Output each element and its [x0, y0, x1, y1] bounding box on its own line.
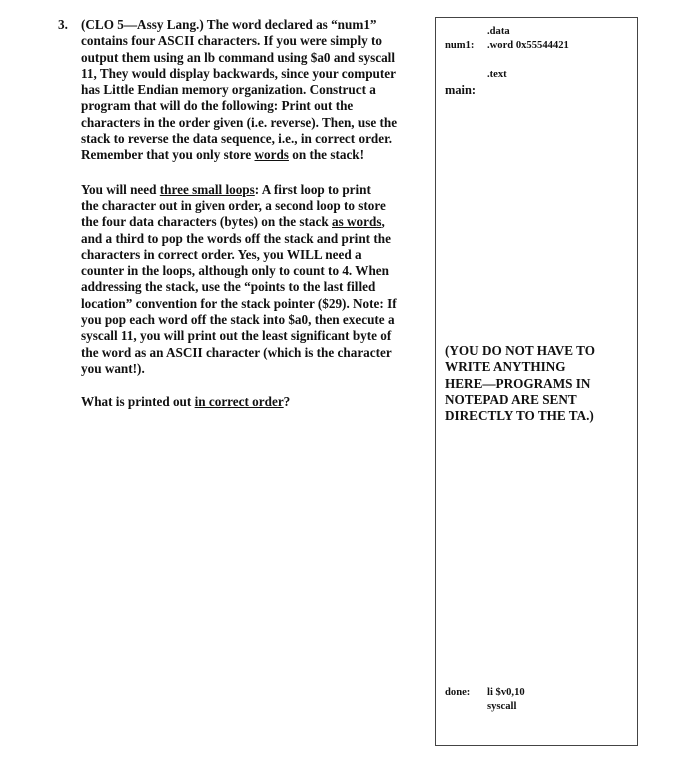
main-label: main: — [445, 83, 476, 97]
num1-word-value: .word 0x55544421 — [487, 40, 569, 51]
done-instruction-li: li $v0,10 — [487, 687, 525, 698]
data-directive: .data — [487, 26, 510, 37]
text-line: the word as an ASCII character (which is the character — [81, 344, 392, 360]
text-line: 11, They would display backwards, since your computer — [81, 65, 396, 81]
text-line: program that will do the following: Print out the — [81, 98, 354, 114]
underlined-as-words: as words — [332, 214, 382, 230]
text-line — [81, 147, 431, 163]
question-prompt — [81, 394, 431, 410]
text-segment: the four data characters (bytes) on the stack — [81, 214, 333, 230]
text-segment: ? — [283, 394, 291, 410]
text-line: characters in correct order. Yes, you WILL need a — [81, 246, 362, 262]
text-line — [81, 394, 431, 410]
underlined-in-correct-order: in correct order — [194, 394, 284, 410]
text-segment: on the stack! — [288, 147, 365, 163]
text-line: addressing the stack, use the “points to the last filled — [81, 279, 376, 295]
text-line: contains four ASCII characters. If you were simply to — [81, 33, 382, 49]
text-directive: .text — [487, 69, 507, 80]
text-line: (CLO 5—Assy Lang.) The word declared as “num1” — [81, 17, 377, 32]
note-no-writing — [445, 343, 635, 424]
num1-label: num1: — [445, 40, 475, 51]
text-segment: : A first loop to print — [254, 181, 371, 197]
text-line: you want!). — [81, 360, 145, 376]
text-line — [81, 182, 431, 198]
underlined-three-small-loops: three small loops — [159, 181, 255, 197]
text-line: output them using an lb command using $a0 and syscall — [81, 49, 396, 65]
done-label: done: — [445, 687, 471, 698]
text-line: the character out in given order, a second loop to store — [81, 197, 386, 213]
text-line: counter in the loops, although only to count to 4. When — [81, 263, 389, 279]
note-line: DIRECTLY TO THE TA.) — [445, 408, 594, 424]
text-line: location” convention for the stack pointer ($29). Note: If — [81, 295, 397, 311]
code-answer-box — [435, 17, 638, 746]
loops-paragraph — [81, 182, 431, 378]
text-line: stack to reverse the data sequence, i.e., in correct order. — [81, 131, 393, 147]
text-line: and a third to pop the words off the stack and print the — [81, 230, 391, 246]
note-line: NOTEPAD ARE SENT — [445, 391, 577, 407]
question-text — [81, 17, 431, 411]
note-line: HERE—PROGRAMS IN — [445, 375, 591, 391]
note-line: WRITE ANYTHING — [445, 359, 566, 375]
text-line — [81, 214, 431, 230]
text-line: you pop each word off the stack into $a0, then execute a — [81, 312, 395, 328]
instructions-paragraph — [81, 17, 431, 164]
text-line: has Little Endian memory organization. Construct a — [81, 82, 376, 98]
question-number: 3. — [58, 17, 68, 32]
text-segment: Remember that you only store — [81, 147, 255, 163]
text-line: syscall 11, you will print out the least significant byte of — [81, 328, 392, 344]
note-line: (YOU DO NOT HAVE TO — [445, 343, 595, 358]
text-segment: You will need — [81, 181, 160, 197]
underlined-words: words — [254, 147, 289, 163]
text-segment: What is printed out — [81, 394, 195, 410]
done-instruction-syscall: syscall — [487, 701, 517, 712]
text-segment: , — [381, 214, 385, 230]
text-line: characters in the order given (i.e. reverse). Then, use the — [81, 114, 398, 130]
